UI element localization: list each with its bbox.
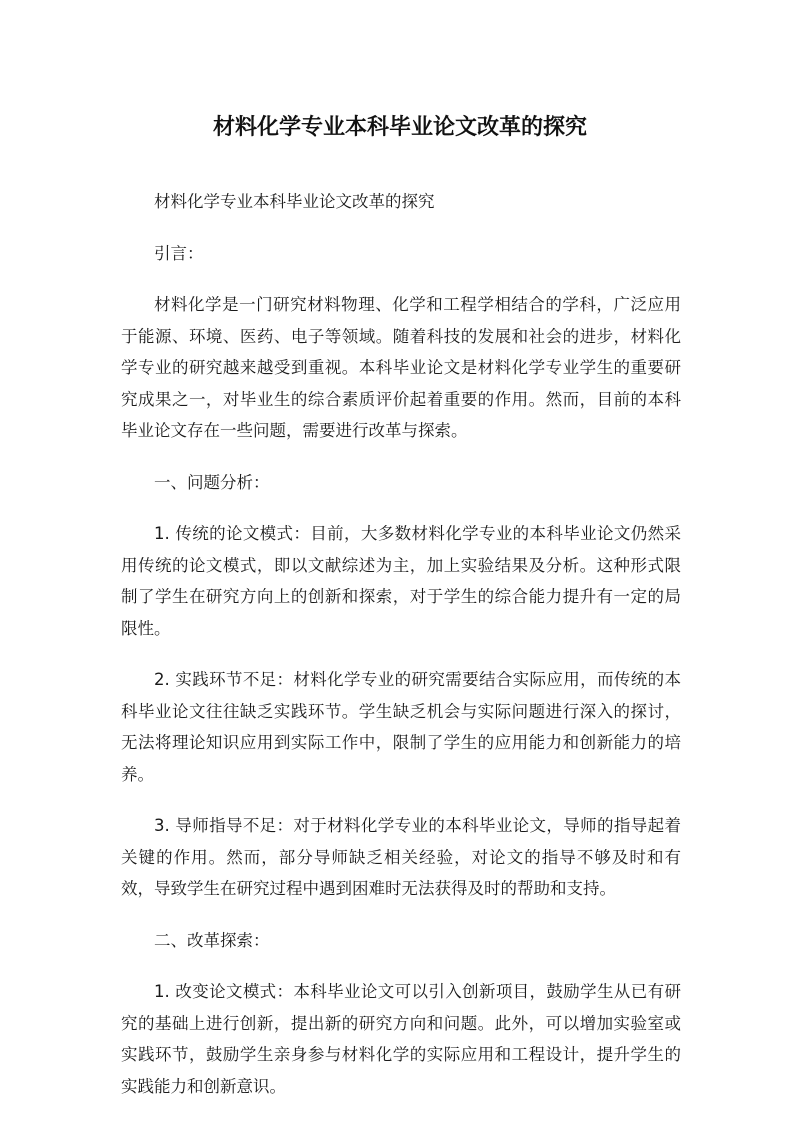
section-heading-reform-exploration: 二、改革探索： <box>154 930 270 950</box>
introduction-heading: 引言： <box>154 243 204 263</box>
problem-item-2: 2. 实践环节不足：材料化学专业的研究需要结合实际应用，而传统的本科毕业论文往往缺乏实践环节。学生缺乏机会与实际问题进行深入的探讨，无法将理论知识应用到实际工作中，限制了学生的应用能力和创新能力的培养。 <box>121 670 681 784</box>
problem-item-1: 1. 传统的论文模式：目前，大多数材料化学专业的本科毕业论文仍然采用传统的论文模式，即以文献综述为主，加上实验结果及分析。这种形式限制了学生在研究方向上的创新和探索，对于学生的综合能力提升有一定的局限性。 <box>121 524 681 638</box>
document-body <box>121 186 681 1122</box>
subtitle-paragraph: 材料化学专业本科毕业论文改革的探究 <box>154 192 435 211</box>
document-title: 材料化学专业本科毕业论文改革的探究 <box>212 115 587 140</box>
introduction-paragraph: 材料化学是一门研究材料物理、化学和工程学相结合的学科，广泛应用于能源、环境、医药、电子等领域。随着科技的发展和社会的进步，材料化学专业的研究越来越受到重视。本科毕业论文是材料化学专业学生的重要研究成果之一，对毕业生的综合素质评价起着重要的作用。然而，目前的本科毕业论文存在一些问题，需要进行改革与探索。 <box>121 295 681 440</box>
reform-item-1: 1. 改变论文模式：本科毕业论文可以引入创新项目，鼓励学生从已有研究的基础上进行创新，提出新的研究方向和问题。此外，可以增加实验室或实践环节，鼓励学生亲身参与材料化学的实际应用和工程设计，提升学生的实践能力和创新意识。 <box>121 982 681 1096</box>
problem-item-3: 3. 导师指导不足：对于材料化学专业的本科毕业论文，导师的指导起着关键的作用。然而，部分导师缺乏相关经验，对论文的指导不够及时和有效，导致学生在研究过程中遇到困难时无法获得及时的帮助和支持。 <box>121 816 681 898</box>
section-heading-problem-analysis: 一、问题分析： <box>154 472 270 492</box>
